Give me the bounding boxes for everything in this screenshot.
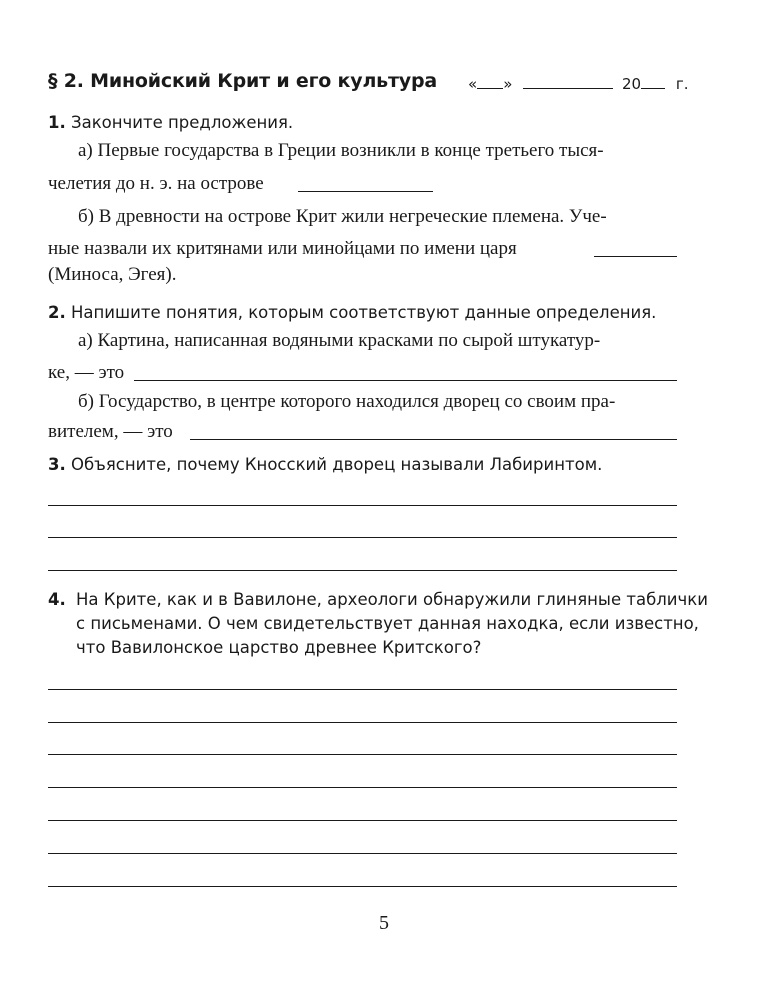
q3-answer-line[interactable] <box>48 570 677 571</box>
q1-a-line2: челетия до н. э. на острове <box>48 173 264 194</box>
q2-b-line2: вителем, — это <box>48 421 173 442</box>
question-1-text: Закончите предложения. <box>71 113 294 132</box>
q1-a-answer-blank[interactable] <box>298 191 433 192</box>
q2-a-line1: а) Картина, написанная водяными красками по сырой штукатур- <box>78 330 601 351</box>
q2-b-line1: б) Государство, в центре которого находился дворец со своим пра- <box>78 391 616 412</box>
date-quote-close: » <box>503 75 513 93</box>
page-number: 5 <box>379 912 389 934</box>
q1-b-answer-blank[interactable] <box>594 256 677 257</box>
question-2-prompt <box>48 303 656 322</box>
q3-answer-line[interactable] <box>48 505 677 506</box>
q1-b-line3: (Миноса, Эгея). <box>48 264 177 285</box>
q4-answer-line[interactable] <box>48 689 677 690</box>
q2-a-answer-blank[interactable] <box>134 380 677 381</box>
q4-answer-line[interactable] <box>48 754 677 755</box>
q4-answer-line[interactable] <box>48 787 677 788</box>
page-title: § 2. Минойский Крит и его культура <box>48 70 437 92</box>
question-1-prompt <box>48 113 293 132</box>
date-field <box>468 74 688 93</box>
q4-answer-line[interactable] <box>48 722 677 723</box>
q1-a-line1: а) Первые государства в Греции возникли в конце третьего тыся- <box>78 140 604 161</box>
q4-answer-line[interactable] <box>48 886 677 887</box>
date-year-prefix: 20 <box>621 75 642 93</box>
date-year-blank[interactable] <box>641 74 665 89</box>
q4-answer-line[interactable] <box>48 820 677 821</box>
question-2-text: Напишите понятия, которым соответствуют данные определения. <box>71 303 657 322</box>
question-3-number: 3. <box>48 455 66 474</box>
date-quote-open: « <box>468 75 478 93</box>
date-month-blank[interactable] <box>523 74 613 89</box>
question-4-line3: что Вавилонское царство древнее Критского? <box>76 638 482 657</box>
q1-b-line1: б) В древности на острове Крит жили негреческие племена. Уче- <box>78 206 607 227</box>
q2-a-line2: ке, — это <box>48 362 125 383</box>
q2-b-answer-blank[interactable] <box>190 439 677 440</box>
question-1-number: 1. <box>48 113 66 132</box>
question-3-text: Объясните, почему Кносский дворец называли Лабиринтом. <box>71 455 603 474</box>
q3-answer-line[interactable] <box>48 537 677 538</box>
question-4-line2: с письменами. О чем свидетельствует данная находка, если известно, <box>76 614 699 633</box>
date-year-suffix: г. <box>675 75 689 93</box>
question-4-line1: На Крите, как и в Вавилоне, археологи обнаружили глиняные таблички <box>76 590 708 609</box>
question-2-number: 2. <box>48 303 66 322</box>
question-3-prompt <box>48 455 602 474</box>
q4-answer-line[interactable] <box>48 853 677 854</box>
date-day-blank[interactable] <box>477 74 503 89</box>
question-4-number: 4. <box>48 590 66 609</box>
q1-b-line2: ные назвали их критянами или минойцами по имени царя <box>48 238 517 259</box>
